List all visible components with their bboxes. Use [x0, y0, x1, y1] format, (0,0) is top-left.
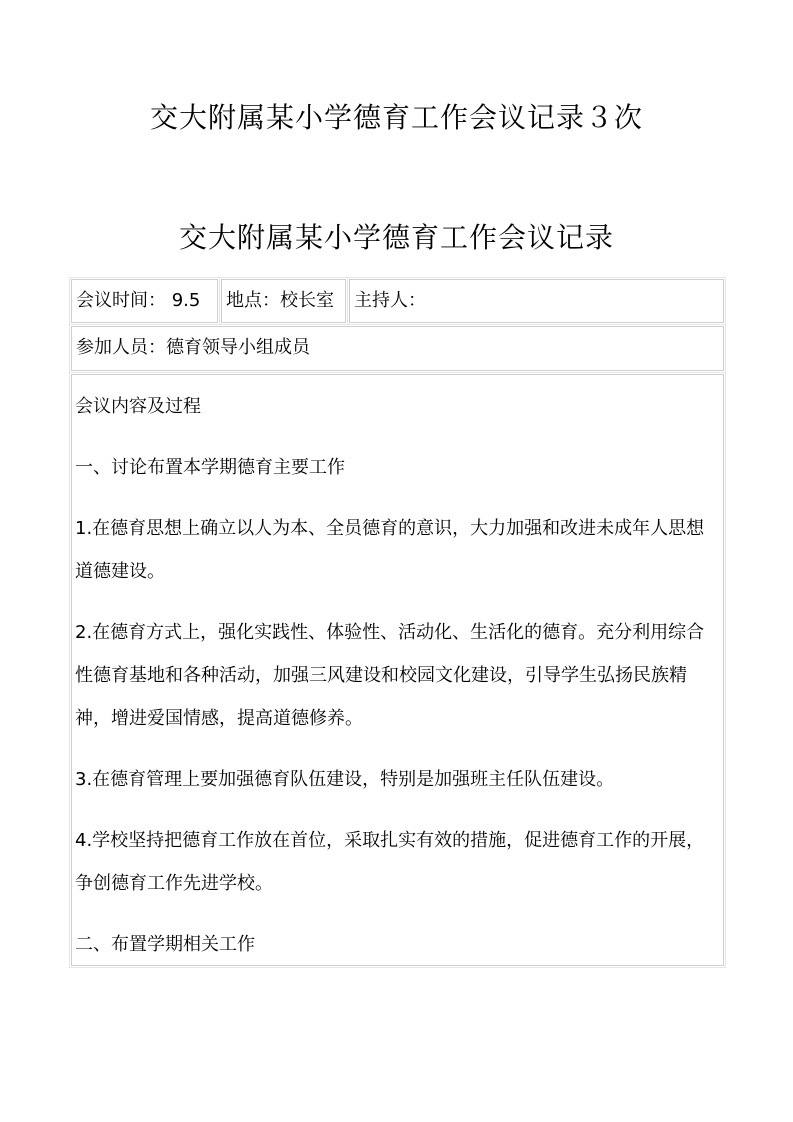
- work-item-3: 3.在德育管理上要加强德育队伍建设，特别是加强班主任队伍建设。: [75, 769, 615, 790]
- meeting-record-title: 交大附属某小学德育工作会议记录: [178, 221, 614, 254]
- section-1-title: 一、讨论布置本学期德育主要工作: [75, 457, 345, 478]
- attendees-cell: 参加人员：德育领导小组成员: [71, 326, 724, 371]
- work-item-1: 1.在德育思想上确立以人为本、全员德育的意识，大力加强和改进未成年人思想道德建设。: [75, 518, 705, 582]
- meeting-time-cell: 会议时间： 9.5: [71, 279, 218, 323]
- section-2-title: 二、布置学期相关工作: [75, 934, 255, 955]
- meeting-place-cell: 地点：校长室: [221, 279, 346, 323]
- content-heading: 会议内容及过程: [75, 396, 201, 417]
- document-title: 交大附属某小学德育工作会议记录３次: [149, 101, 643, 134]
- work-item-2: 2.在德育方式上，强化实践性、体验性、活动化、生活化的德育。充分利用综合性德育基地和各种活动，加强三风建设和校园文化建设，引导学生弘扬民族精神，增进爱国情感，提高道德修养。: [75, 622, 705, 729]
- meeting-content-box: [71, 374, 724, 966]
- work-item-4: 4.学校坚持把德育工作放在首位，采取扎实有效的措施，促进德育工作的开展，争创德育工作先进学校。: [75, 830, 705, 894]
- meeting-host-cell: 主持人：: [349, 279, 724, 323]
